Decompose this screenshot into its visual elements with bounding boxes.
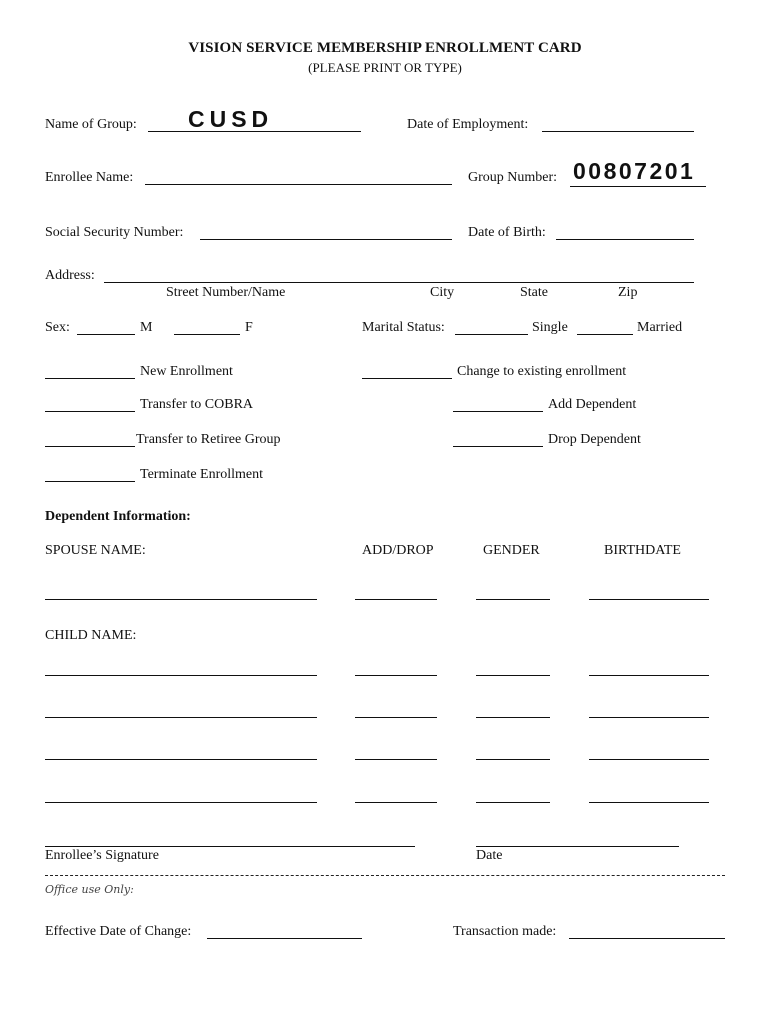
change-existing-field[interactable] xyxy=(362,364,452,379)
child-4-add-drop-field[interactable] xyxy=(355,790,437,803)
name-of-group-label: Name of Group: xyxy=(45,117,137,132)
add-drop-header: ADD/DROP xyxy=(362,543,434,558)
child-2-name-field[interactable] xyxy=(45,705,317,718)
enrollee-name-label: Enrollee Name: xyxy=(45,170,134,185)
date-of-employment-field[interactable] xyxy=(542,117,694,132)
child-1-add-drop-field[interactable] xyxy=(355,663,437,676)
dob-field[interactable] xyxy=(556,225,694,240)
child-4-name-field[interactable] xyxy=(45,790,317,803)
child-3-gender-field[interactable] xyxy=(476,747,550,760)
dependent-section-title: Dependent Information: xyxy=(45,509,191,524)
change-existing-label: Change to existing enrollment xyxy=(457,364,627,379)
effective-date-field[interactable] xyxy=(207,924,362,939)
add-dependent-label: Add Dependent xyxy=(548,397,637,412)
signature-date-label: Date xyxy=(476,848,503,863)
drop-dependent-label: Drop Dependent xyxy=(548,432,641,447)
child-2-add-drop-field[interactable] xyxy=(355,705,437,718)
sex-f-label: F xyxy=(245,320,253,335)
date-of-employment-label: Date of Employment: xyxy=(407,117,529,132)
marital-status-label: Marital Status: xyxy=(362,320,445,335)
child-4-gender-field[interactable] xyxy=(476,790,550,803)
drop-dependent-field[interactable] xyxy=(453,432,543,447)
spouse-name-header: SPOUSE NAME: xyxy=(45,543,146,558)
transfer-cobra-field[interactable] xyxy=(45,397,135,412)
marital-married-field[interactable] xyxy=(577,320,633,335)
marital-married-label: Married xyxy=(637,320,683,335)
transaction-made-field[interactable] xyxy=(569,924,725,939)
sex-m-label: M xyxy=(140,320,153,335)
child-2-gender-field[interactable] xyxy=(476,705,550,718)
new-enrollment-label: New Enrollment xyxy=(140,364,233,379)
spouse-add-drop-field[interactable] xyxy=(355,587,437,600)
add-dependent-field[interactable] xyxy=(453,397,543,412)
transaction-made-label: Transaction made: xyxy=(453,924,557,939)
name-of-group-value: CUSD xyxy=(188,106,274,132)
sex-f-field[interactable] xyxy=(174,320,240,335)
marital-single-label: Single xyxy=(532,320,568,335)
child-1-name-field[interactable] xyxy=(45,663,317,676)
transfer-retiree-label: Transfer to Retiree Group xyxy=(136,432,281,447)
child-name-header: CHILD NAME: xyxy=(45,628,137,643)
form-title: VISION SERVICE MEMBERSHIP ENROLLMENT CARD xyxy=(188,40,582,56)
form-subtitle: (PLEASE PRINT OR TYPE) xyxy=(308,60,462,75)
address-city-caption: City xyxy=(430,285,455,300)
sex-m-field[interactable] xyxy=(77,320,135,335)
birthdate-header: BIRTHDATE xyxy=(604,543,681,558)
child-3-add-drop-field[interactable] xyxy=(355,747,437,760)
group-number-label: Group Number: xyxy=(468,170,558,185)
new-enrollment-field[interactable] xyxy=(45,364,135,379)
child-1-birthdate-field[interactable] xyxy=(589,663,709,676)
spouse-gender-field[interactable] xyxy=(476,587,550,600)
address-field[interactable] xyxy=(104,268,694,283)
transfer-cobra-label: Transfer to COBRA xyxy=(140,397,254,412)
address-zip-caption: Zip xyxy=(618,285,638,300)
spouse-birthdate-field[interactable] xyxy=(589,587,709,600)
child-4-birthdate-field[interactable] xyxy=(589,790,709,803)
address-street-caption: Street Number/Name xyxy=(166,285,286,300)
effective-date-label: Effective Date of Change: xyxy=(45,924,192,939)
dob-label: Date of Birth: xyxy=(468,225,546,240)
gender-header: GENDER xyxy=(483,543,540,558)
office-use-divider xyxy=(45,875,725,876)
marital-single-field[interactable] xyxy=(455,320,528,335)
enrollee-signature-field[interactable] xyxy=(45,834,415,847)
enrollee-signature-label: Enrollee’s Signature xyxy=(45,848,159,863)
group-number-value: 00807201 xyxy=(573,158,696,184)
enrollee-name-field[interactable] xyxy=(145,170,452,185)
address-label: Address: xyxy=(45,268,95,283)
transfer-retiree-field[interactable] xyxy=(45,432,135,447)
child-2-birthdate-field[interactable] xyxy=(589,705,709,718)
ssn-label: Social Security Number: xyxy=(45,225,184,240)
address-state-caption: State xyxy=(520,285,548,300)
child-1-gender-field[interactable] xyxy=(476,663,550,676)
sex-label: Sex: xyxy=(45,320,70,335)
signature-date-field[interactable] xyxy=(476,834,679,847)
ssn-field[interactable] xyxy=(200,225,452,240)
child-3-birthdate-field[interactable] xyxy=(589,747,709,760)
terminate-field[interactable] xyxy=(45,467,135,482)
office-use-only-label: Office use Only: xyxy=(45,883,134,896)
spouse-name-field[interactable] xyxy=(45,587,317,600)
child-3-name-field[interactable] xyxy=(45,747,317,760)
terminate-label: Terminate Enrollment xyxy=(140,467,264,482)
